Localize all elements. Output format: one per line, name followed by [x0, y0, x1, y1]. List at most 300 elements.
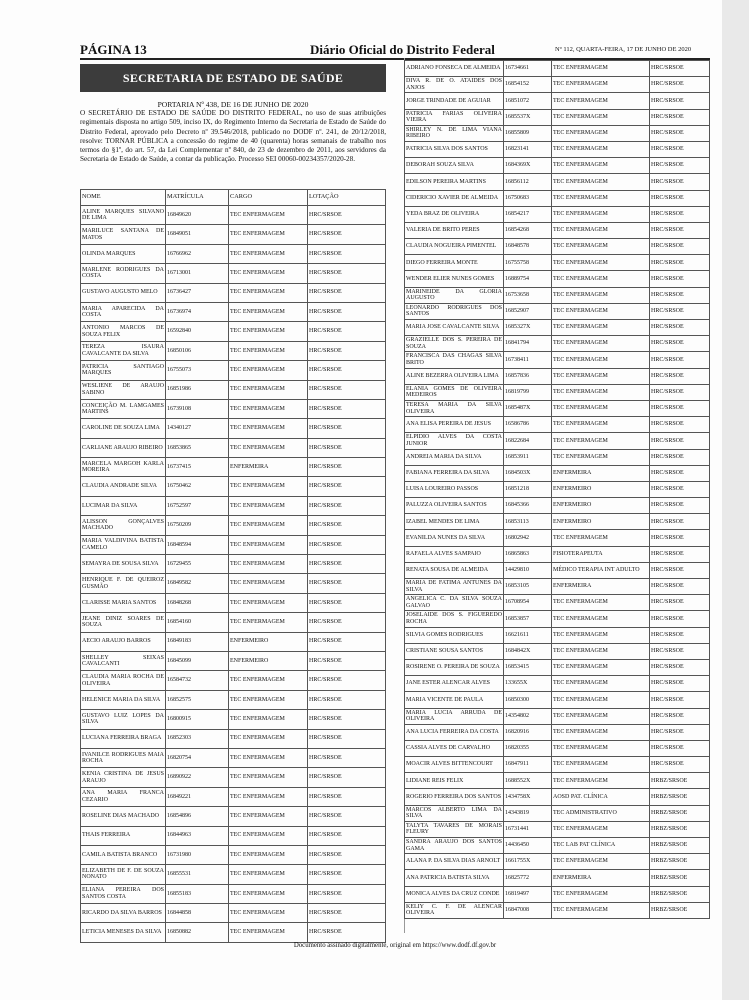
cell-lotacao: HRC/SRSOE: [308, 225, 386, 244]
cell-nome: ROSIRENE O. PEREIRA DE SOUZA: [405, 659, 504, 675]
cell-nome: FABIANA FERREIRA DA SILVA: [405, 465, 504, 481]
table-row: [81, 496, 386, 515]
cell-cargo: TEC ENFERMAGEM: [229, 865, 308, 884]
cell-lotacao: HRC/SRSOE: [650, 190, 710, 206]
cell-cargo: TEC ENFERMAGEM: [552, 255, 650, 271]
table-row: [405, 158, 710, 174]
table-row: [405, 757, 710, 773]
cell-nome: CONCEIÇÃO M. LAMGAMES MARTINS: [81, 399, 166, 418]
cell-matricula: 16823141: [504, 141, 552, 157]
cell-cargo: TEC ENFERMAGEM: [229, 555, 308, 574]
journal-title: Diário Oficial do Distrito Federal: [310, 42, 495, 57]
cell-cargo: TEC ENFERMAGEM: [229, 535, 308, 554]
cell-cargo: TEC ENFERMAGEM: [229, 206, 308, 225]
cell-lotacao: HRC/SRSOE: [650, 271, 710, 287]
cell-nome: PATRICIA FARIAS OLIVEIRA VIEIRA: [405, 109, 504, 125]
cell-cargo: ENFERMEIRA: [229, 458, 308, 477]
cell-cargo: FISIOTERAPEUTA: [552, 546, 650, 562]
cell-cargo: TEC ENFERMAGEM: [552, 206, 650, 222]
cell-nome: SILVIA GOMES RODRIGUES: [405, 627, 504, 643]
cell-cargo: TEC ENFERMAGEM: [552, 61, 650, 77]
cell-matricula: 16584732: [166, 671, 229, 690]
cell-nome: ROSELINE DIAS MACHADO: [81, 807, 166, 826]
cell-cargo: TEC ENFERMAGEM: [552, 740, 650, 756]
cell-cargo: TEC ENFERMAGEM: [552, 611, 650, 627]
cell-lotacao: HRBZ/SRSOE: [650, 773, 710, 789]
cell-matricula: 16890922: [166, 768, 229, 787]
cell-cargo: TEC ENFERMAGEM: [229, 496, 308, 515]
cell-lotacao: HRC/SRSOE: [650, 174, 710, 190]
cell-nome: ELIZABETH DE F. DE SOUZA NONATO: [81, 865, 166, 884]
cell-nome: IVANILCE RODRIGUES MAIA ROCHA: [81, 748, 166, 767]
table-row: [405, 562, 710, 578]
cell-matricula: 16621611: [504, 627, 552, 643]
cell-cargo: AOSD PAT. CLÍNICA: [552, 789, 650, 805]
cell-cargo: ENFERMEIRO: [552, 481, 650, 497]
cell-matricula: 14429810: [504, 562, 552, 578]
cell-nome: CLARISSE MARIA SANTOS: [81, 593, 166, 612]
table-row: [81, 632, 386, 651]
cell-cargo: TEC ENFERMAGEM: [229, 244, 308, 263]
table-row: [405, 400, 710, 416]
cell-matricula: 16849051: [166, 225, 229, 244]
table-row: [405, 579, 710, 595]
cell-nome: MOACIR ALVES BITTENCOURT: [405, 757, 504, 773]
cell-lotacao: HRC/SRSOE: [308, 845, 386, 864]
cell-matricula: 16849221: [166, 787, 229, 806]
table-row: [81, 225, 386, 244]
cell-nome: MARIA DE FATIMA ANTUNES DA SILVA: [405, 579, 504, 595]
cell-nome: EDILSON PEREIRA MARTINS: [405, 174, 504, 190]
cell-lotacao: HRC/SRSOE: [650, 595, 710, 611]
cell-lotacao: HRC/SRSOE: [650, 206, 710, 222]
cell-cargo: TEC ADMINISTRATIVO: [552, 805, 650, 821]
cell-cargo: TEC ENFERMAGEM: [229, 787, 308, 806]
cell-nome: KELIY C. F. DE ALENCAR OLIVEIRA: [405, 902, 504, 918]
cell-cargo: TEC ENFERMAGEM: [552, 190, 650, 206]
table-row: [405, 141, 710, 157]
cell-cargo: TEC ENFERMAGEM: [552, 384, 650, 400]
cell-matricula: 16825772: [504, 870, 552, 886]
cell-cargo: TEC ENFERMAGEM: [552, 368, 650, 384]
table-row: [81, 399, 386, 418]
table-row: [81, 244, 386, 263]
column-header: LOTAÇÃO: [308, 190, 386, 206]
table-row: [405, 222, 710, 238]
cell-matricula: 16854268: [504, 222, 552, 238]
cell-lotacao: HRC/SRSOE: [308, 710, 386, 729]
page-number: PÁGINA 13: [80, 42, 147, 57]
cell-nome: CAMILA BATISTA BRANCO: [81, 845, 166, 864]
cell-nome: CIDERICIO XAVIER DE ALMEIDA: [405, 190, 504, 206]
cell-nome: PATRICIA SILVA DOS SANTOS: [405, 141, 504, 157]
cell-lotacao: HRC/SRSOE: [650, 417, 710, 433]
table-row: [405, 676, 710, 692]
cell-nome: KENIA CRISTINA DE JESUS ARAUJO: [81, 768, 166, 787]
cell-matricula: 16849620: [166, 206, 229, 225]
cell-nome: GUSTAVO LUIZ LOPES DA SILVA: [81, 710, 166, 729]
cell-matricula: 14340127: [166, 419, 229, 438]
cell-cargo: TEC ENFERMAGEM: [229, 264, 308, 283]
cell-cargo: TEC ENFERMAGEM: [229, 748, 308, 767]
staff-table-right: [404, 60, 710, 919]
table-row: [405, 724, 710, 740]
cell-cargo: TEC ENFERMAGEM: [229, 807, 308, 826]
cell-matricula: 14436450: [504, 838, 552, 854]
cell-cargo: TEC ENFERMAGEM: [552, 125, 650, 141]
cell-nome: ALINE BEZERRA OLIVEIRA LIMA: [405, 368, 504, 384]
cell-matricula: 16737415: [166, 458, 229, 477]
cell-lotacao: HRC/SRSOE: [650, 627, 710, 643]
cell-cargo: TEC ENFERMAGEM: [229, 302, 308, 321]
cell-matricula: 16854896: [166, 807, 229, 826]
cell-matricula: 16848268: [166, 593, 229, 612]
cell-matricula: 16850300: [504, 692, 552, 708]
cell-matricula: 16755073: [166, 361, 229, 380]
portaria-body: O SECRETÁRIO DE ESTADO DE SAÚDE DO DISTRITO FEDERAL, no uso de suas atribuições regimentais disposta no artigo 509, inciso IX, do Regimento Interno da Secretaria de Estado de Saúde do Distrito Federal, aprovado pelo Decreto nº 39.546/2018, publicado no DODF nº. 241, de 20/12/2018, resolve: TORNAR PÚBLICA a concessão do regime de 40 (quarenta) horas semanais de trabalho nos termos do §1º, do art. 57, da Lei Complementar nº 840, de 23 de dezembro de 2011, aos servidores da Secretaria de Estado de Saúde, a contar da publicação. Processo SEI 00060-00234357/2020-28.: [80, 109, 386, 164]
cell-nome: ANA MARIA FRANCA CEZARIO: [81, 787, 166, 806]
cell-lotacao: HRC/SRSOE: [308, 419, 386, 438]
table-row: [405, 627, 710, 643]
table-row: [81, 651, 386, 670]
table-row: [81, 904, 386, 923]
table-row: [405, 805, 710, 821]
cell-lotacao: HRC/SRSOE: [650, 481, 710, 497]
cell-nome: JEANE DINIZ SOARES DE SOUZA: [81, 613, 166, 632]
cell-cargo: TEC ENFERMAGEM: [229, 593, 308, 612]
cell-lotacao: HRC/SRSOE: [650, 659, 710, 675]
cell-nome: HENRIQUE F. DE QUEIROZ GUSMÃO: [81, 574, 166, 593]
cell-matricula: 16755758: [504, 255, 552, 271]
cell-lotacao: HRC/SRSOE: [308, 574, 386, 593]
cell-nome: MARILUCE SANTANA DE MATOS: [81, 225, 166, 244]
table-row: [81, 671, 386, 690]
cell-matricula: 16844963: [166, 826, 229, 845]
cell-cargo: TEC ENFERMAGEM: [229, 516, 308, 535]
cell-nome: CLAUDIA ANDRADE SILVA: [81, 477, 166, 496]
cell-matricula: 16856112: [504, 174, 552, 190]
table-row: [81, 380, 386, 399]
cell-matricula: 16853865: [166, 438, 229, 457]
cell-nome: FRANCISCA DAS CHAGAS SILVA BRITO: [405, 352, 504, 368]
cell-cargo: TEC ENFERMAGEM: [552, 400, 650, 416]
cell-lotacao: HRC/SRSOE: [650, 336, 710, 352]
cell-matricula: 16853105: [504, 579, 552, 595]
cell-nome: MARIA VALDIVINA BATISTA CAMELO: [81, 535, 166, 554]
table-row: [405, 821, 710, 837]
table-row: [81, 710, 386, 729]
cell-cargo: ENFERMEIRO: [552, 514, 650, 530]
cell-lotacao: HRC/SRSOE: [308, 399, 386, 418]
cell-lotacao: HRC/SRSOE: [650, 320, 710, 336]
cell-matricula: 16855183: [166, 884, 229, 903]
cell-nome: MARCOS ALBERTO LIMA DA SILVA: [405, 805, 504, 821]
cell-matricula: 16851986: [166, 380, 229, 399]
cell-lotacao: HRBZ/SRSOE: [650, 854, 710, 870]
cell-nome: HELENICE MARIA DA SILVA: [81, 690, 166, 709]
table-row: [405, 740, 710, 756]
table-row: [405, 449, 710, 465]
table-row: [81, 923, 386, 942]
cell-lotacao: HRC/SRSOE: [308, 477, 386, 496]
cell-nome: ROGERIO FERREIRA DOS SANTOS: [405, 789, 504, 805]
cell-lotacao: HRC/SRSOE: [308, 807, 386, 826]
cell-matricula: 16855809: [504, 125, 552, 141]
cell-matricula: 16731980: [166, 845, 229, 864]
cell-cargo: TEC ENFERMAGEM: [229, 613, 308, 632]
cell-nome: OLINDA MARQUES: [81, 244, 166, 263]
table-row: [81, 613, 386, 632]
cell-matricula: 1434758X: [504, 789, 552, 805]
cell-lotacao: HRC/SRSOE: [650, 611, 710, 627]
table-row: [81, 535, 386, 554]
cell-lotacao: HRC/SRSOE: [308, 651, 386, 670]
table-row: [81, 845, 386, 864]
cell-nome: ANGELICA C. DA SILVA SOUZA GALVAO: [405, 595, 504, 611]
table-row: [81, 807, 386, 826]
cell-matricula: 16822684: [504, 433, 552, 449]
cell-nome: ELIANA PEREIRA DOS SANTOS COSTA: [81, 884, 166, 903]
cell-matricula: 16854160: [166, 613, 229, 632]
cell-cargo: TEC ENFERMAGEM: [552, 239, 650, 255]
cell-matricula: 16852907: [504, 303, 552, 319]
cell-matricula: 16850106: [166, 341, 229, 360]
cell-nome: RAFAELA ALVES SAMPAIO: [405, 546, 504, 562]
cell-lotacao: HRC/SRSOE: [308, 593, 386, 612]
cell-lotacao: HRC/SRSOE: [650, 530, 710, 546]
cell-cargo: TEC ENFERMAGEM: [552, 627, 650, 643]
cell-lotacao: HRC/SRSOE: [650, 222, 710, 238]
table-row: [81, 555, 386, 574]
cell-cargo: TEC ENFERMAGEM: [229, 690, 308, 709]
cell-nome: DIEGO FERREIRA MONTE: [405, 255, 504, 271]
cell-matricula: 16849582: [166, 574, 229, 593]
cell-matricula: 16819497: [504, 886, 552, 902]
cell-matricula: 16802942: [504, 530, 552, 546]
cell-matricula: 16592840: [166, 322, 229, 341]
cell-cargo: TEC ENFERMAGEM: [552, 676, 650, 692]
table-row: [81, 768, 386, 787]
column-header: MATRÍCULA: [166, 190, 229, 206]
cell-cargo: TEC ENFERMAGEM: [229, 826, 308, 845]
table-row: [405, 417, 710, 433]
cell-matricula: 16847911: [504, 757, 552, 773]
table-row: [405, 271, 710, 287]
table-row: [405, 692, 710, 708]
cell-cargo: TEC ENFERMAGEM: [552, 303, 650, 319]
cell-cargo: TEC ENFERMAGEM: [229, 729, 308, 748]
cell-cargo: TEC ENFERMAGEM: [229, 904, 308, 923]
cell-nome: ELANIA GOMES DE OLIVEIRA MEDEIROS: [405, 384, 504, 400]
cell-nome: CLAUDIA NOGUEIRA PIMENTEL: [405, 239, 504, 255]
column-header: NOME: [81, 190, 166, 206]
cell-cargo: TEC ENFERMAGEM: [552, 320, 650, 336]
portaria-title: PORTARIA Nº 438, DE 16 DE JUNHO DE 2020: [157, 100, 309, 109]
cell-cargo: TEC ENFERMAGEM: [229, 671, 308, 690]
cell-cargo: TEC ENFERMAGEM: [552, 773, 650, 789]
cell-lotacao: HRC/SRSOE: [308, 690, 386, 709]
cell-nome: ALANA P. DA SILVA DIAS ARNOLT: [405, 854, 504, 870]
cell-nome: LUISA LOUREIRO PASSOS: [405, 481, 504, 497]
cell-nome: TEREZA ISAURA CAVALCANTE DA SILVA: [81, 341, 166, 360]
cell-lotacao: HRC/SRSOE: [650, 77, 710, 93]
cell-lotacao: HRBZ/SRSOE: [650, 805, 710, 821]
cell-cargo: TEC ENFERMAGEM: [229, 322, 308, 341]
cell-lotacao: HRC/SRSOE: [650, 352, 710, 368]
cell-lotacao: HRC/SRSOE: [650, 303, 710, 319]
cell-lotacao: HRC/SRSOE: [308, 787, 386, 806]
cell-lotacao: HRC/SRSOE: [308, 438, 386, 457]
table-row: [81, 826, 386, 845]
table-row: [405, 303, 710, 319]
cell-lotacao: HRC/SRSOE: [650, 287, 710, 303]
table-header-row: [81, 190, 386, 206]
cell-nome: RENATA SOUSA DE ALMEIDA: [405, 562, 504, 578]
cell-matricula: 1685327X: [504, 320, 552, 336]
cell-cargo: TEC ENFERMAGEM: [552, 821, 650, 837]
table-row: [405, 595, 710, 611]
cell-cargo: TEC ENFERMAGEM: [552, 417, 650, 433]
table-row: [405, 902, 710, 918]
cell-lotacao: HRC/SRSOE: [650, 562, 710, 578]
cell-nome: ANA ELISA PEREIRA DE JESUS: [405, 417, 504, 433]
table-row: [405, 530, 710, 546]
cell-nome: ANTONIO MARCOS DE SOUZA FELIX: [81, 322, 166, 341]
cell-nome: SHELLEY SEIXAS CAVALCANTI: [81, 651, 166, 670]
cell-matricula: 133655X: [504, 676, 552, 692]
cell-nome: PALUZZA OLIVEIRA SANTOS: [405, 498, 504, 514]
cell-cargo: TEC ENFERMAGEM: [552, 757, 650, 773]
cell-matricula: 16734661: [504, 61, 552, 77]
cell-matricula: 16841794: [504, 336, 552, 352]
table-row: [81, 438, 386, 457]
table-row: [81, 865, 386, 884]
cell-nome: VALERIA DE BRITO PERES: [405, 222, 504, 238]
cell-nome: LETICIA MENESES DA SILVA: [81, 923, 166, 942]
cell-matricula: 16853911: [504, 449, 552, 465]
cell-cargo: TEC ENFERMAGEM: [552, 222, 650, 238]
table-row: [81, 419, 386, 438]
table-row: [405, 368, 710, 384]
cell-nome: JOSELAIDE DOS S. FIGUEREDO ROCHA: [405, 611, 504, 627]
cell-matricula: 16750683: [504, 190, 552, 206]
cell-matricula: 16848594: [166, 535, 229, 554]
table-row: [81, 516, 386, 535]
cell-lotacao: HRBZ/SRSOE: [650, 821, 710, 837]
cell-lotacao: HRC/SRSOE: [308, 826, 386, 845]
table-row: [405, 109, 710, 125]
cell-cargo: TEC ENFERMAGEM: [552, 595, 650, 611]
cell-nome: CAROLINE DE SOUZA LIMA: [81, 419, 166, 438]
cell-lotacao: HRC/SRSOE: [650, 433, 710, 449]
cell-nome: DEBORAH SOUZA SILVA: [405, 158, 504, 174]
cell-lotacao: HRC/SRSOE: [650, 400, 710, 416]
cell-lotacao: HRC/SRSOE: [308, 748, 386, 767]
table-row: [405, 465, 710, 481]
cell-lotacao: HRC/SRSOE: [308, 380, 386, 399]
cell-matricula: 16753658: [504, 287, 552, 303]
cell-cargo: TEC ENFERMAGEM: [229, 845, 308, 864]
table-row: [405, 773, 710, 789]
cell-nome: RICARDO DA SILVA BARROS: [81, 904, 166, 923]
cell-cargo: TEC ENFERMAGEM: [229, 574, 308, 593]
cell-cargo: TEC ENFERMAGEM: [229, 438, 308, 457]
table-row: [81, 264, 386, 283]
cell-cargo: ENFERMEIRA: [552, 870, 650, 886]
cell-cargo: ENFERMEIRO: [229, 632, 308, 651]
cell-matricula: 16845366: [504, 498, 552, 514]
cell-nome: WESLIENE DE ARAUJO SABINO: [81, 380, 166, 399]
table-row: [81, 729, 386, 748]
cell-lotacao: HRC/SRSOE: [308, 768, 386, 787]
cell-nome: ALISSON GONÇALVES MACHADO: [81, 516, 166, 535]
cell-lotacao: HRC/SRSOE: [650, 449, 710, 465]
portaria-block: [80, 100, 386, 164]
table-row: [405, 643, 710, 659]
cell-nome: MARLENE RODRIGUES DA COSTA: [81, 264, 166, 283]
cell-nome: ANDREIA MARIA DA SILVA: [405, 449, 504, 465]
table-row: [81, 748, 386, 767]
cell-lotacao: HRC/SRSOE: [308, 555, 386, 574]
cell-nome: LUCIANA FERREIRA BRAGA: [81, 729, 166, 748]
cell-nome: ANA LUCIA FERREIRA DA COSTA: [405, 724, 504, 740]
cell-lotacao: HRC/SRSOE: [650, 514, 710, 530]
cell-matricula: 16739108: [166, 399, 229, 418]
cell-cargo: TEC ENFERMAGEM: [552, 109, 650, 125]
cell-lotacao: HRC/SRSOE: [308, 671, 386, 690]
cell-lotacao: HRC/SRSOE: [650, 158, 710, 174]
cell-cargo: TEC ENFERMAGEM: [229, 380, 308, 399]
cell-lotacao: HRC/SRSOE: [650, 708, 710, 724]
cell-nome: SANDRA ARAUJO DOS SANTOS GAMA: [405, 838, 504, 854]
table-row: [405, 206, 710, 222]
cell-nome: LIDIANE REIS FELIX: [405, 773, 504, 789]
cell-matricula: 16752597: [166, 496, 229, 515]
cell-matricula: 16850882: [166, 923, 229, 942]
cell-lotacao: HRC/SRSOE: [650, 125, 710, 141]
cell-matricula: 16820754: [166, 748, 229, 767]
cell-lotacao: HRC/SRSOE: [308, 865, 386, 884]
cell-nome: CLAUDIA MARIA ROCHA DE OLIVEIRA: [81, 671, 166, 690]
cell-matricula: 16736427: [166, 283, 229, 302]
cell-cargo: MÉDICO TERAPIA INT ADULTO: [552, 562, 650, 578]
cell-matricula: 16854152: [504, 77, 552, 93]
cell-lotacao: HRC/SRSOE: [650, 61, 710, 77]
cell-matricula: 16889754: [504, 271, 552, 287]
cell-matricula: 16731441: [504, 821, 552, 837]
cell-lotacao: HRC/SRSOE: [650, 255, 710, 271]
cell-lotacao: HRC/SRSOE: [308, 302, 386, 321]
cell-matricula: 16849183: [166, 632, 229, 651]
cell-cargo: TEC ENFERMAGEM: [229, 884, 308, 903]
cell-matricula: 1688552X: [504, 773, 552, 789]
cell-lotacao: HRC/SRSOE: [650, 579, 710, 595]
cell-lotacao: HRC/SRSOE: [308, 496, 386, 515]
table-row: [81, 690, 386, 709]
cell-lotacao: HRC/SRSOE: [650, 141, 710, 157]
cell-nome: GRAZIELLE DOS S. PEREIRA DE SOUZA: [405, 336, 504, 352]
cell-cargo: ENFERMEIRO: [229, 651, 308, 670]
cell-nome: DIVA R. DE O. ATAIDES DOS ANJOS: [405, 77, 504, 93]
table-row: [405, 546, 710, 562]
cell-cargo: TEC ENFERMAGEM: [552, 854, 650, 870]
cell-nome: CARLIANE ARAUJO RIBEIRO: [81, 438, 166, 457]
cell-lotacao: HRC/SRSOE: [308, 729, 386, 748]
cell-matricula: 1684369X: [504, 158, 552, 174]
cell-nome: CASSIA ALVES DE CARVALHO: [405, 740, 504, 756]
table-row: [405, 708, 710, 724]
cell-nome: YEDA BRAZ DE OLIVEIRA: [405, 206, 504, 222]
